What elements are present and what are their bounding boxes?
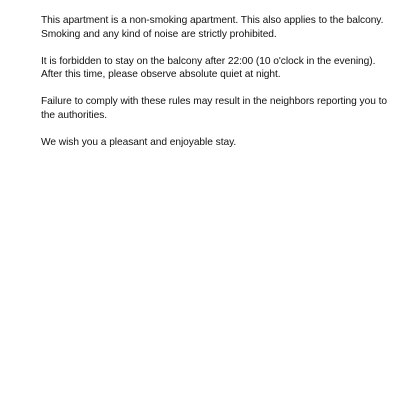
text-line: After this time, please observe absolute quiet at night. bbox=[41, 69, 281, 80]
text-line: the authorities. bbox=[41, 109, 108, 121]
text-line: This apartment is a non-smoking apartment. This also applies to the balcony. bbox=[41, 15, 384, 26]
paragraph-consequences bbox=[41, 95, 401, 122]
text-line: We wish you a pleasant and enjoyable stay. bbox=[41, 136, 237, 148]
text-line: Smoking and any kind of noise are strictly prohibited. bbox=[41, 28, 277, 40]
paragraph-non-smoking bbox=[41, 14, 401, 41]
paragraph-balcony-hours bbox=[41, 55, 401, 82]
text-line: Failure to comply with these rules may result in the neighbors reporting you to bbox=[41, 96, 387, 107]
text-line: It is forbidden to stay on the balcony after 22:00 (10 o'clock in the evening). bbox=[41, 55, 376, 67]
paragraph-closing bbox=[41, 136, 401, 150]
